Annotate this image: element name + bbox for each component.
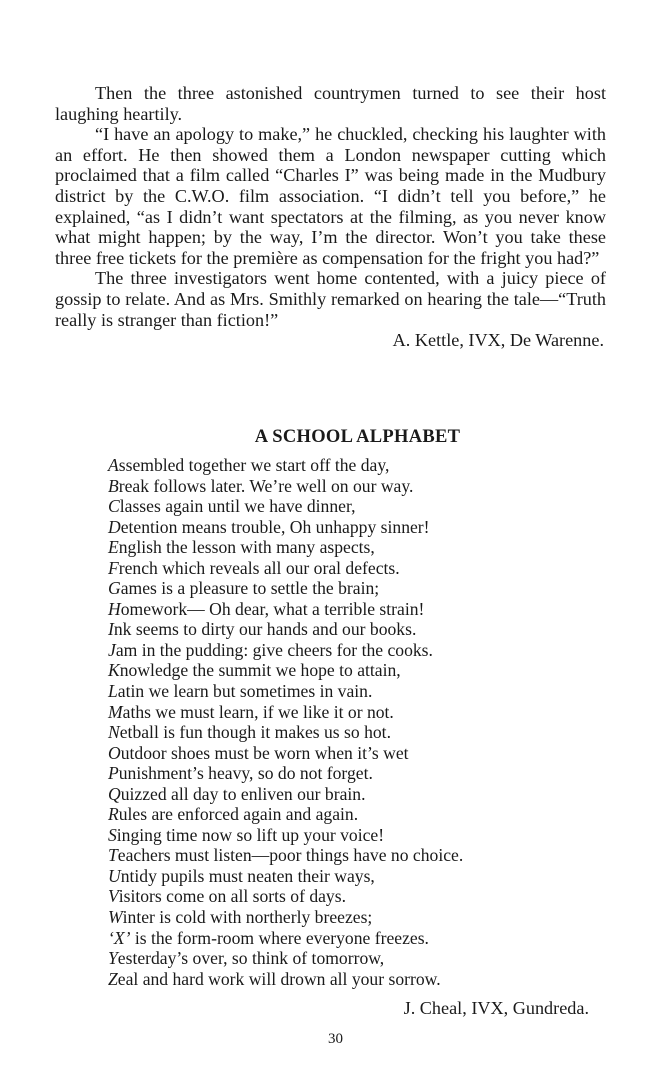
poem-line-initial: Z — [108, 968, 118, 989]
poem-line — [108, 476, 608, 497]
poem-line-text: am in the pudding: give cheers for the cooks. — [115, 639, 433, 660]
poem-line-text: nk seems to dirty our hands and our books. — [113, 619, 417, 640]
poem-line-text: eachers must listen—poor things have no choice. — [117, 845, 464, 866]
story-continuation — [55, 83, 606, 351]
poem-line-initial: P — [108, 763, 119, 784]
poem-line-initial: G — [108, 578, 121, 599]
poem-line — [108, 784, 608, 805]
poem-line-initial: L — [108, 681, 118, 702]
poem-line-text: nglish the lesson with many aspects, — [118, 537, 375, 558]
poem-line-text: ntidy pupils must neaten their ways, — [120, 865, 375, 886]
poem-line — [108, 455, 608, 476]
poem-line — [108, 763, 608, 784]
poem-line — [108, 578, 608, 599]
poem-line-text: uizzed all day to enliven our brain. — [120, 783, 366, 804]
poem-line — [108, 969, 608, 990]
poem-line-initial: I — [108, 619, 114, 640]
poem-line — [108, 619, 608, 640]
poem-line — [108, 948, 608, 969]
poem-line — [108, 681, 608, 702]
poem-line-initial: K — [108, 660, 120, 681]
poem-line-initial: R — [108, 804, 119, 825]
poem-line — [108, 517, 608, 538]
poem-line-text: ssembled together we start off the day, — [118, 455, 390, 475]
poem-line — [108, 886, 608, 907]
poem-line-initial: Y — [108, 948, 118, 969]
poem-line — [108, 660, 608, 681]
poem-line — [108, 928, 608, 949]
poem-line-initial: Q — [108, 783, 121, 804]
poem-line — [108, 537, 608, 558]
poem-line-initial: D — [108, 516, 121, 537]
story-signature: A. Kettle, IVX, De Warenne. — [392, 330, 604, 351]
poem-line-initial: A — [108, 455, 119, 475]
poem-line-text: aths we must learn, if we like it or not. — [122, 701, 394, 722]
poem-line-text: esterday’s over, so think of tomorrow, — [117, 948, 385, 969]
poem-line-text: lasses again until we have dinner, — [119, 496, 356, 517]
story-paragraph: “I have an apology to make,” he chuckled, checking his laughter with an effort. He then showed them a London newspaper cutting which proclaimed that a film called “Charles I” was being made in the Mudbury district by the C.W.O. film association. “I didn’t tell you before,” he explained, “as I didn’t want spectators at the filming, as you never know what might happen; by the way, I’m the director. Won’t you take these three free tickets for the première as compensation for the fright you had?” — [55, 124, 606, 268]
poem-line-text: atin we learn but sometimes in vain. — [117, 681, 373, 702]
poem-line-initial: O — [108, 742, 121, 763]
page-number: 30 — [328, 1031, 343, 1047]
poem-line-text: ames is a pleasure to settle the brain; — [120, 578, 380, 599]
poem-line — [108, 558, 608, 579]
poem-line-text: unishment’s heavy, so do not forget. — [118, 763, 373, 784]
poem-line-text: isitors come on all sorts of days. — [118, 886, 346, 907]
poem-line-text: omework— Oh dear, what a terrible strain! — [120, 598, 425, 619]
poem-line — [108, 722, 608, 743]
poem-line-initial: S — [108, 824, 117, 845]
poem-line-text: is the form-room where everyone freezes. — [130, 927, 429, 948]
poem-line-initial: T — [108, 845, 118, 866]
poem-line — [108, 845, 608, 866]
poem-line-text: rench which reveals all our oral defects. — [118, 557, 400, 578]
poem-line — [108, 825, 608, 846]
poem-line-initial: J — [108, 639, 116, 660]
poem-line — [108, 866, 608, 887]
poem-line-text: eal and hard work will drown all your sorrow. — [117, 968, 441, 989]
poem-line-initial: W — [108, 907, 123, 928]
poem-line-initial: M — [108, 701, 123, 722]
poem-line — [108, 907, 608, 928]
poem-line — [108, 743, 608, 764]
poem-line-initial: C — [108, 496, 120, 517]
poem-line — [108, 702, 608, 723]
poem-line — [108, 599, 608, 620]
poem-line-text: ules are enforced again and again. — [118, 804, 359, 825]
story-paragraph: The three investigators went home contented, with a juicy piece of gossip to relate. And as Mrs. Smithly remarked on hearing the tale—“Truth really is stranger than fiction!” — [55, 268, 606, 330]
poem-line-text: etention means trouble, Oh unhappy sinner! — [120, 516, 430, 537]
poem-title: A SCHOOL ALPHABET — [254, 427, 461, 447]
poem-line — [108, 804, 608, 825]
poem-line-initial: V — [108, 886, 119, 907]
poem-line-text: nowledge the summit we hope to attain, — [119, 660, 401, 681]
poem-signature: J. Cheal, IVX, Gundreda. — [403, 998, 589, 1018]
poem-line-text: reak follows later. We’re well on our way. — [118, 475, 414, 496]
poem-line — [108, 496, 608, 517]
poem-line-initial: B — [108, 475, 119, 496]
poem-line-initial: F — [108, 557, 119, 578]
poem-line-text: etball is fun though it makes us so hot. — [119, 722, 391, 743]
poem-line-text: utdoor shoes must be worn when it’s wet — [120, 742, 409, 763]
poem-line-initial: U — [108, 865, 121, 886]
poem-line-text: inging time now so lift up your voice! — [116, 824, 385, 845]
poem-lines — [108, 455, 608, 989]
poem-line-initial: N — [108, 722, 120, 743]
poem-line — [108, 640, 608, 661]
story-paragraph: Then the three astonished countrymen turned to see their host laughing heartily. — [55, 83, 606, 124]
poem-line-initial: ‘X’ — [108, 927, 131, 948]
poem-line-initial: H — [108, 598, 121, 619]
poem-line-text: inter is cold with northerly breezes; — [122, 907, 373, 928]
poem-line-initial: E — [108, 537, 119, 558]
